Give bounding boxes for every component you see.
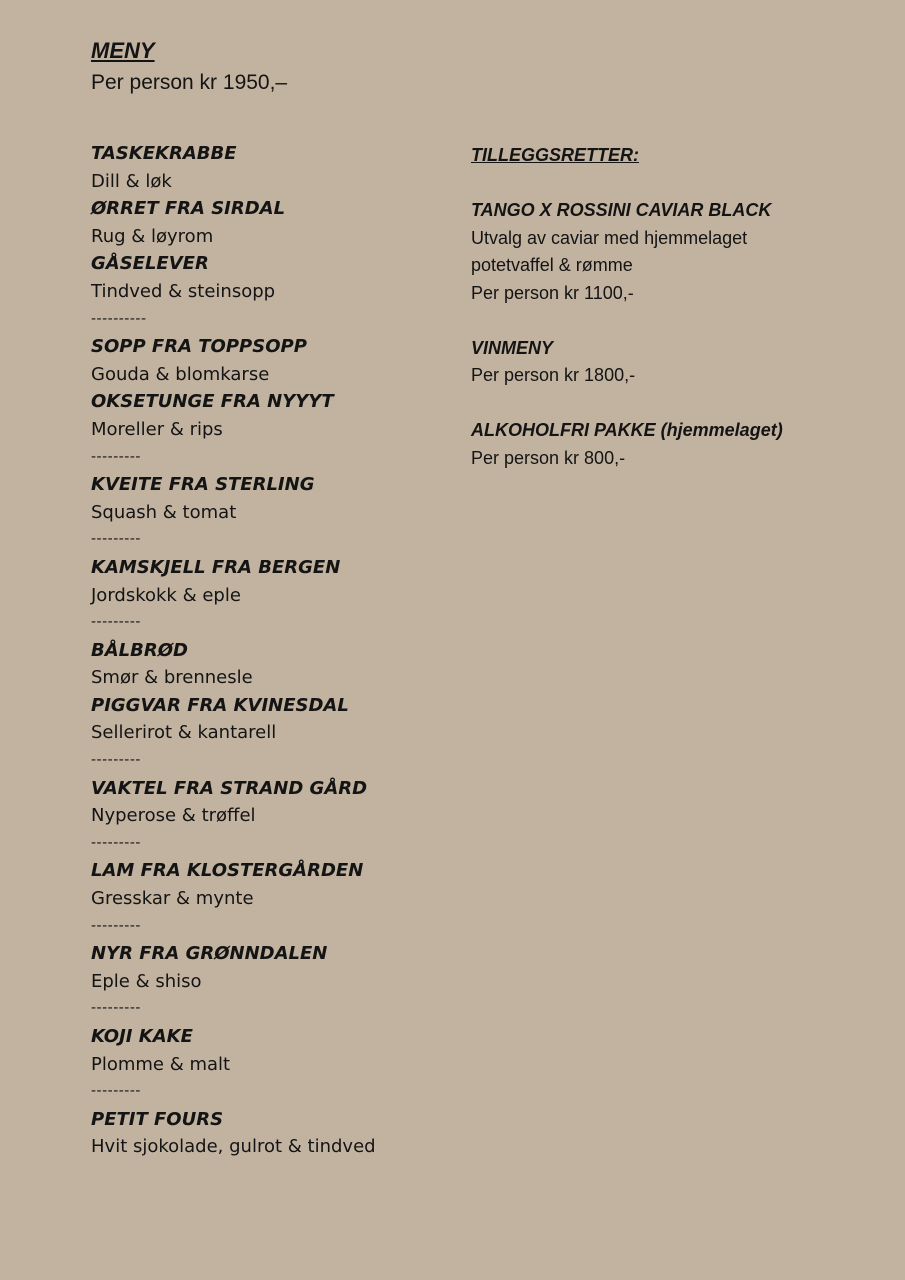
caviar-price: Per person kr 1100,- <box>471 282 634 303</box>
course-description: Moreller & rips <box>91 418 223 440</box>
course-description: Nyperose & trøffel <box>91 805 256 827</box>
course-name: BÅLBRØD <box>91 639 188 661</box>
course-list <box>91 140 451 1161</box>
course-name: NYR FRA GRØNNDALEN <box>91 943 328 965</box>
course-name: TASKEKRABBE <box>91 143 237 164</box>
course-separator: --------- <box>91 917 141 934</box>
caviar-name: TANGO X ROSSINI CAVIAR BLACK <box>471 200 772 220</box>
course-separator: --------- <box>91 531 141 548</box>
wine-menu-price: Per person kr 1800,- <box>471 365 636 385</box>
caviar-description-line-2: potetvaffel & rømme <box>471 255 633 275</box>
course-description: Hvit sjokolade, gulrot & tindved <box>91 1136 376 1158</box>
menu-title: MENY <box>91 38 155 63</box>
course-separator: --------- <box>91 834 141 851</box>
wine-menu-name: VINMENY <box>471 337 554 358</box>
extras-section <box>471 142 891 472</box>
course-name: PETIT FOURS <box>91 1108 224 1130</box>
course-description: Gouda & blomkarse <box>91 363 270 385</box>
menu-price: Per person kr 1950,– <box>91 71 288 94</box>
course-name: GÅSELEVER <box>91 253 209 275</box>
course-separator: --------- <box>91 752 141 769</box>
course-separator: ---------- <box>91 310 147 327</box>
course-description: Jordskokk & eple <box>91 584 241 606</box>
course-separator: --------- <box>91 448 141 465</box>
course-name: KOJI KAKE <box>91 1026 193 1047</box>
course-separator: --------- <box>91 1000 141 1017</box>
course-description: Smør & brennesle <box>91 667 253 689</box>
course-separator: --------- <box>91 1083 141 1100</box>
course-name: PIGGVAR FRA KVINESDAL <box>91 694 349 716</box>
course-separator: --------- <box>91 614 141 631</box>
course-description: Eple & shiso <box>91 970 202 992</box>
course-description: Sellerirot & kantarell <box>91 722 277 744</box>
course-description: Plomme & malt <box>91 1053 231 1075</box>
course-name: KVEITE FRA STERLING <box>91 474 315 496</box>
course-description: Gresskar & mynte <box>91 888 254 910</box>
course-description: Squash & tomat <box>91 501 237 523</box>
course-description: Rug & løyrom <box>91 225 214 247</box>
course-name: KAMSKJELL FRA BERGEN <box>91 556 341 578</box>
course-name: OKSETUNGE FRA NYYYT <box>91 391 334 413</box>
course-name: ØRRET FRA SIRDAL <box>91 198 286 220</box>
nonalcoholic-package-price: Per person kr 800,- <box>471 447 626 468</box>
course-description: Dill & løk <box>91 170 172 192</box>
nonalcoholic-package-name: ALKOHOLFRI PAKKE (hjemmelaget) <box>471 420 783 440</box>
course-name: LAM FRA KLOSTERGÅRDEN <box>91 860 364 882</box>
caviar-description-line-1: Utvalg av caviar med hjemmelaget <box>471 227 748 248</box>
extras-heading: TILLEGGSRETTER: <box>471 145 639 165</box>
course-name: SOPP FRA TOPPSOPP <box>91 336 307 358</box>
course-name: VAKTEL FRA STRAND GÅRD <box>91 777 368 799</box>
course-description: Tindved & steinsopp <box>91 280 276 302</box>
